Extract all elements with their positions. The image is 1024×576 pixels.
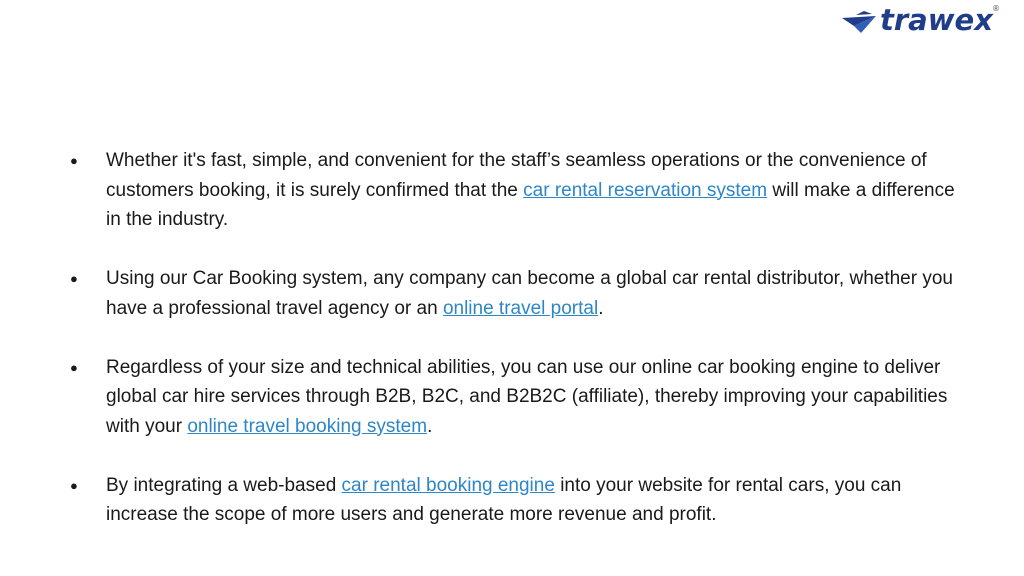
bullet-text: Whether it's fast, simple, and convenient for the staff’s seamless operations or the convenience of customers booking, it is surely confirmed that the bbox=[106, 150, 927, 201]
plane-icon bbox=[842, 11, 876, 33]
bullet-dot: ● bbox=[70, 477, 78, 493]
car-rental-booking-engine-link[interactable]: car rental booking engine bbox=[341, 474, 555, 496]
registered-mark: ® bbox=[992, 4, 1000, 13]
bullet-item bbox=[68, 471, 968, 530]
bullet-text-after: into your website for rental cars, you can increase the scope of more users and generate more revenue and profit. bbox=[106, 474, 902, 525]
bullet-item bbox=[68, 353, 968, 442]
trawex-logo-graphic bbox=[842, 4, 1002, 36]
bullet-item bbox=[68, 264, 968, 323]
online-travel-portal-link[interactable]: online travel portal bbox=[442, 297, 599, 319]
bullet-text: Regardless of your size and technical abilities, you can use our online car booking engine to deliver global car hire services through B2B, B2C, and B2B2C (affiliate), thereby improving your capabilities with your bbox=[106, 356, 948, 437]
bullet-item bbox=[68, 146, 968, 235]
bullet-text: By integrating a web-based bbox=[106, 474, 342, 496]
bullet-dot: ● bbox=[70, 271, 78, 286]
bullet-text: Using our Car Booking system, any company can become a global car rental distributor, whether you have a professional travel agency or an bbox=[106, 268, 953, 319]
car-rental-reservation-system-link[interactable]: car rental reservation system bbox=[523, 179, 768, 201]
bullet-text-after: . bbox=[598, 297, 604, 319]
trawex-logo bbox=[842, 4, 1002, 36]
bullet-dot: ● bbox=[70, 153, 78, 168]
bullet-dot: ● bbox=[70, 359, 78, 375]
bullet-list bbox=[68, 146, 968, 530]
bullet-text-after: . bbox=[427, 415, 433, 437]
bullet-text-after: will make a difference in the industry. bbox=[106, 179, 955, 230]
logo-wordmark: trawex bbox=[880, 4, 993, 36]
online-travel-booking-system-link[interactable]: online travel booking system bbox=[187, 415, 428, 437]
